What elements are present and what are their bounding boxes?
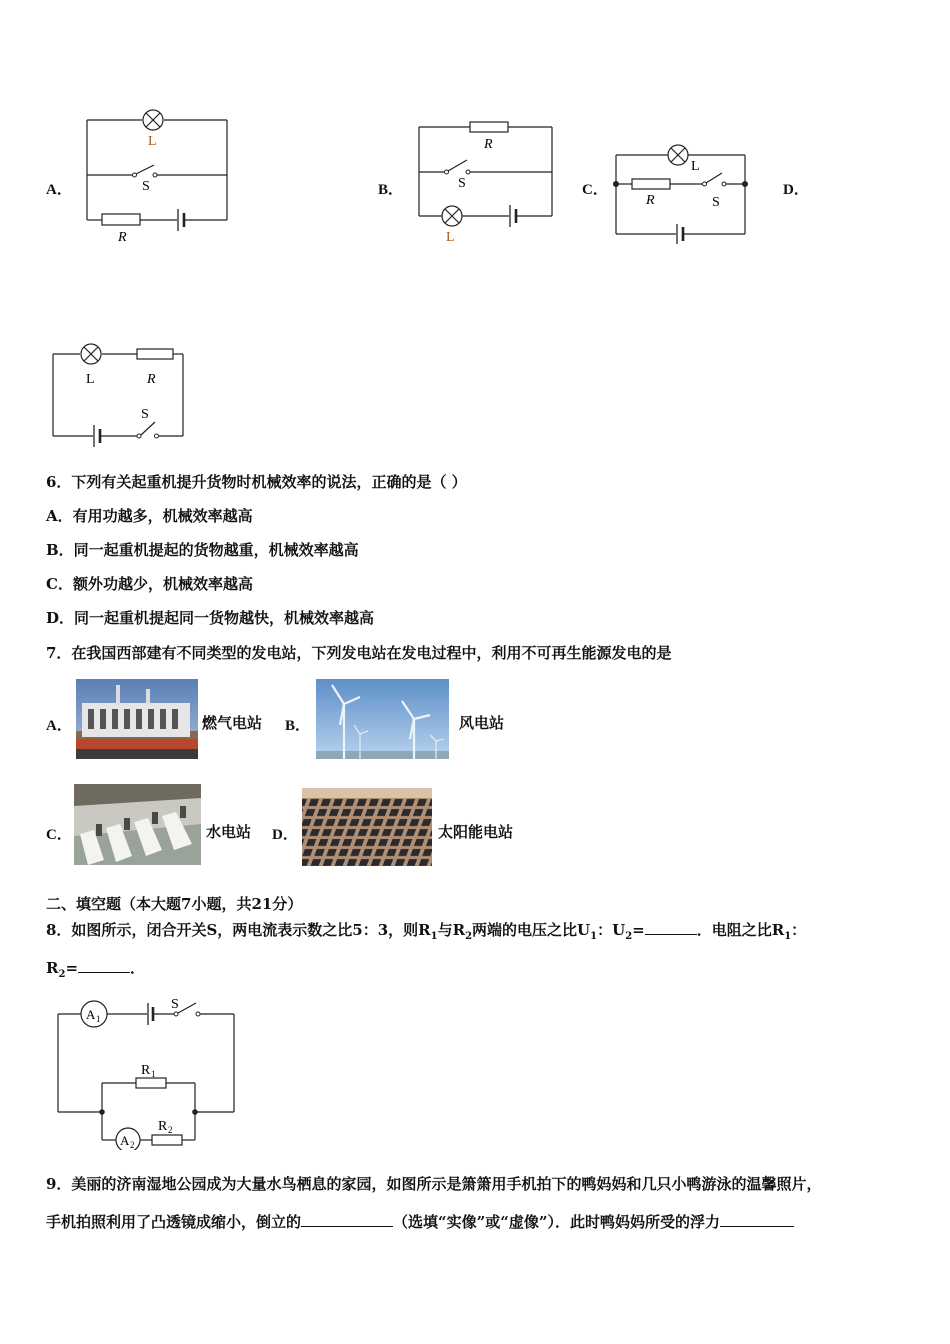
voltage-ratio-blank[interactable]	[645, 920, 697, 935]
q7-option-b-name: 风电站	[459, 714, 505, 732]
q7-stem: 7．在我国西部建有不同类型的发电站，下列发电站在发电过程中，利用不可再生能源发电的是	[46, 644, 672, 662]
q5-option-b-label: B．	[378, 182, 404, 198]
section-heading: 二、填空题（本大题7小题，共21分）	[46, 895, 303, 913]
lamp-label: L	[148, 134, 157, 149]
q8-line-1: 8．如图所示，闭合开关S，两电流表示数之比5：3，则$R_1$与$R_2$两端的电压之比$U_1$：$U_2=$ ．电阻之比$R_1$：	[46, 921, 807, 942]
svg-text:R: R	[141, 1063, 151, 1078]
resistor-label: R	[147, 372, 156, 387]
q7-option-d-name: 太阳能电站	[438, 823, 514, 841]
lamp-label: L	[691, 159, 700, 174]
q9-line-1: 9．美丽的济南湿地公园成为大量水鸟栖息的家园，如图所示是箫箫用手机拍下的鸭妈妈和几只小鸭游泳的温馨照片，	[46, 1175, 822, 1193]
q7-option-d-letter: D．	[272, 827, 298, 843]
switch-label: S	[712, 195, 720, 210]
r1-label	[141, 1063, 156, 1079]
q7-option-a-letter: A．	[46, 718, 72, 734]
svg-text:1: 1	[151, 1069, 156, 1079]
q7-option-a-name: 燃气电站	[202, 714, 263, 732]
switch-label: S	[171, 997, 179, 1012]
svg-text:2: 2	[168, 1125, 173, 1135]
solar-power-station-photo	[302, 788, 432, 866]
wind-power-station-photo	[316, 679, 449, 759]
resistor-label: R	[484, 137, 493, 152]
resistor-label: R	[118, 230, 127, 245]
hydro-power-station-photo	[74, 784, 201, 865]
q5-option-a-label: A．	[46, 182, 72, 198]
q6-option-c: C．额外功越少，机械效率越高	[46, 575, 253, 593]
q8-line-2: $R_2=$ ．	[46, 959, 146, 980]
svg-text:A: A	[86, 1007, 96, 1022]
svg-text:1: 1	[96, 1014, 101, 1024]
q8-circuit-diagram	[50, 990, 245, 1150]
buoyancy-blank[interactable]	[720, 1212, 794, 1227]
q7-option-b-letter: B．	[285, 718, 311, 734]
q9-line-2: 手机拍照利用了凸透镜成缩小，倒立的 （选填“实像”或“虚像”）．此时鸭妈妈所受的浮力	[46, 1212, 794, 1231]
lamp-label: L	[86, 372, 95, 387]
lamp-icon	[143, 110, 163, 130]
q6-stem: 6．下列有关起重机提升货物时机械效率的说法，正确的是（ ）	[46, 473, 467, 491]
switch-label: S	[142, 179, 150, 194]
circuit-diagram-c	[608, 140, 758, 245]
switch-label: S	[458, 176, 466, 191]
ammeter-a1-icon	[81, 1001, 107, 1027]
svg-text:2: 2	[130, 1140, 135, 1150]
image-type-blank[interactable]	[301, 1212, 393, 1227]
lamp-icon	[81, 344, 101, 364]
q5-option-c-label: C．	[582, 182, 608, 198]
q6-option-b: B．同一起重机提起的货物越重，机械效率越高	[46, 541, 359, 559]
gas-power-station-photo	[76, 679, 198, 759]
circuit-diagram-a	[80, 105, 235, 245]
svg-text:A: A	[120, 1133, 130, 1148]
q7-option-c-name: 水电站	[206, 823, 252, 841]
q7-option-c-letter: C．	[46, 827, 72, 843]
r2-label	[158, 1119, 173, 1135]
circuit-diagram-d	[45, 340, 195, 452]
q6-option-a: A．有用功越多，机械效率越高	[46, 507, 253, 525]
svg-text:R: R	[158, 1119, 168, 1134]
switch-label: S	[141, 407, 149, 422]
resistance-ratio-blank[interactable]	[78, 958, 130, 973]
circuit-diagram-b	[412, 115, 562, 250]
lamp-icon	[442, 206, 462, 226]
lamp-icon	[668, 145, 688, 165]
q5-option-d-label: D．	[783, 182, 809, 198]
ammeter-a2-icon	[116, 1128, 140, 1150]
q6-option-d: D．同一起重机提起同一货物越快，机械效率越高	[46, 609, 375, 627]
lamp-label: L	[446, 230, 455, 245]
resistor-label: R	[646, 193, 655, 208]
